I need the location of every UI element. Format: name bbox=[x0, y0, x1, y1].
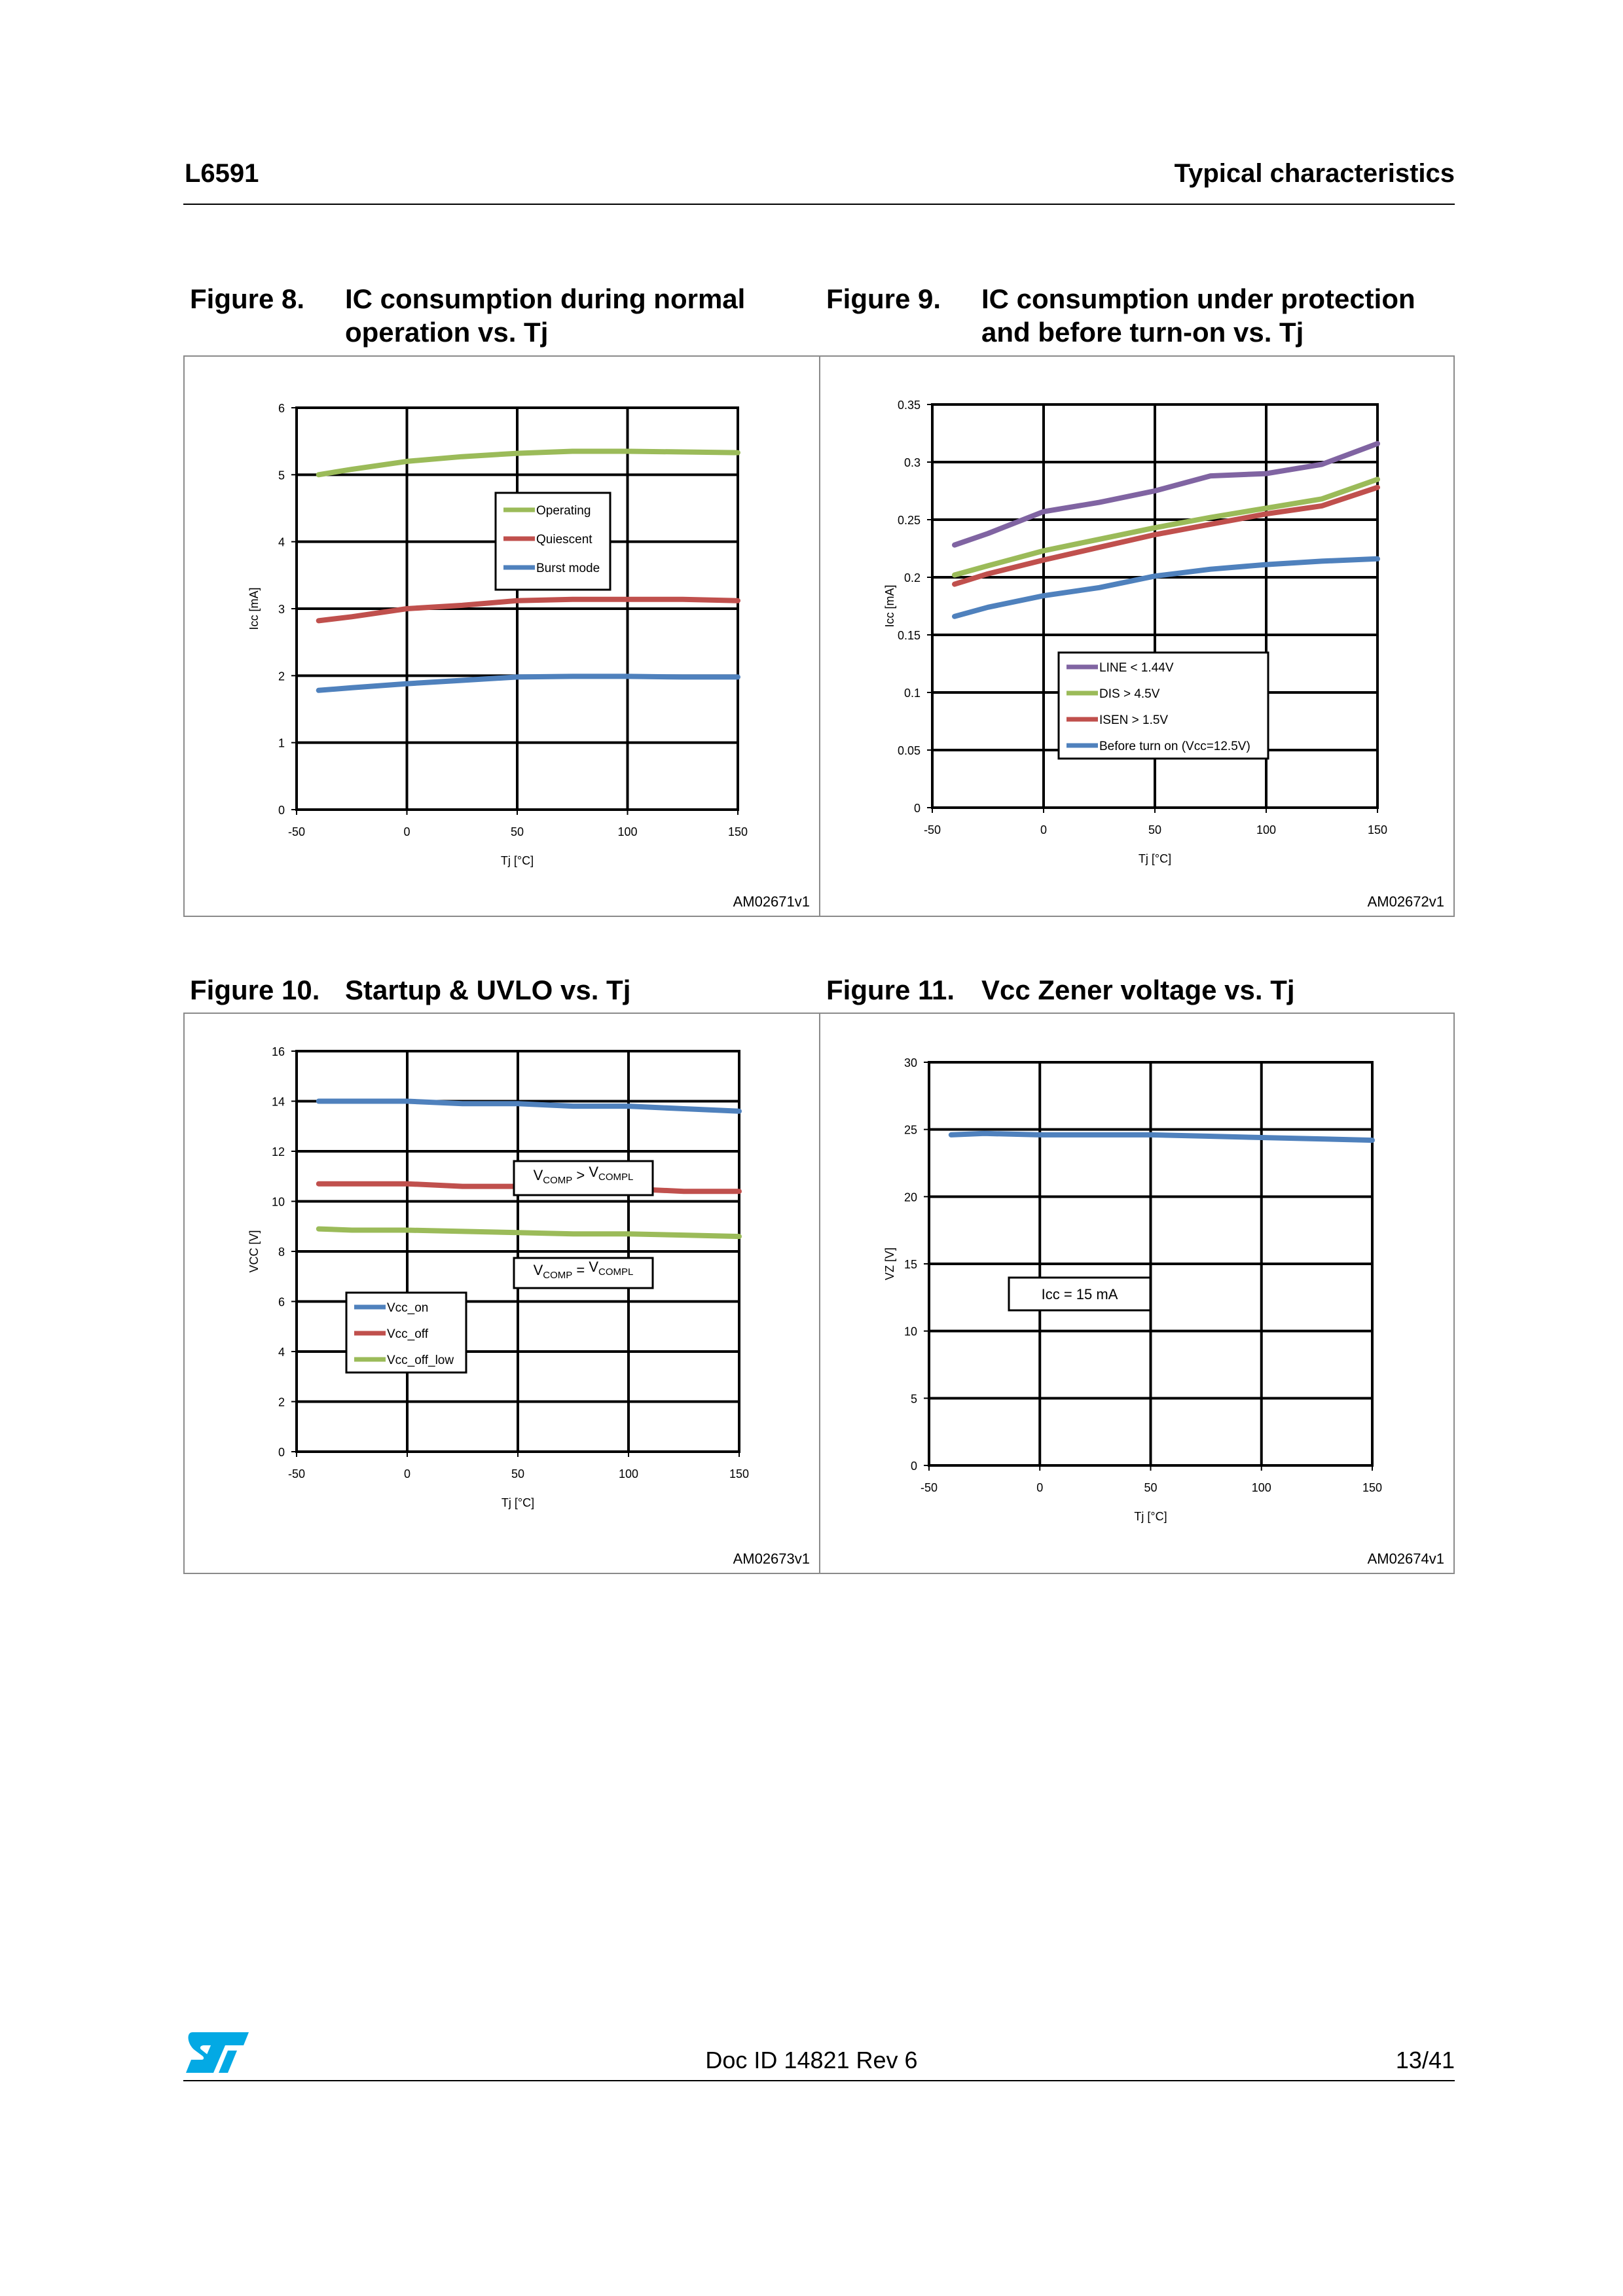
y-tick-label: 5 bbox=[278, 469, 285, 482]
legend-label: DIS > 4.5V bbox=[1099, 687, 1160, 701]
series-line bbox=[319, 600, 738, 621]
footer-doc-id: Doc ID 14821 Rev 6 bbox=[705, 2047, 918, 2073]
y-tick-label: 3 bbox=[278, 603, 285, 616]
y-tick-label: 0 bbox=[278, 804, 285, 817]
x-tick-label: 100 bbox=[618, 1467, 639, 1480]
y-tick-label: 5 bbox=[910, 1392, 917, 1406]
y-axis-label: VZ [V] bbox=[883, 1247, 896, 1281]
figure-panel-10 bbox=[183, 1013, 820, 1574]
figure-number: Figure 9. bbox=[826, 283, 941, 314]
figure-code: AM02673v1 bbox=[733, 1551, 810, 1567]
y-tick-label: 2 bbox=[278, 1395, 285, 1409]
footer-page-number: 13/41 bbox=[1395, 2047, 1455, 2073]
series-line bbox=[319, 1229, 739, 1237]
series-line bbox=[319, 1102, 739, 1111]
annotation-text: $V_{COMP} > V_{COMPL}$ bbox=[533, 1164, 634, 1186]
figure-code: AM02674v1 bbox=[1367, 1551, 1444, 1567]
y-tick-label: 0.15 bbox=[897, 629, 921, 642]
y-axis-label: Icc [mA] bbox=[247, 587, 261, 630]
y-tick-label: 12 bbox=[271, 1145, 285, 1158]
y-tick-label: 0 bbox=[913, 802, 921, 815]
series-line bbox=[951, 1134, 1372, 1140]
x-tick-label: 150 bbox=[1367, 823, 1388, 836]
x-tick-label: 150 bbox=[729, 1467, 750, 1480]
y-tick-label: 8 bbox=[278, 1246, 285, 1259]
legend-label: ISEN > 1.5V bbox=[1099, 713, 1169, 727]
y-tick-label: 0 bbox=[278, 1446, 285, 1459]
y-tick-label: 4 bbox=[278, 535, 285, 549]
x-tick-label: -50 bbox=[287, 825, 306, 838]
chart-icc-protection bbox=[820, 357, 1453, 916]
x-tick-label: -50 bbox=[923, 823, 941, 836]
y-tick-label: 2 bbox=[278, 670, 285, 683]
series-line bbox=[319, 676, 738, 690]
figure-code: AM02671v1 bbox=[733, 893, 810, 910]
y-tick-label: 10 bbox=[271, 1195, 285, 1209]
y-axis-label: VCC [V] bbox=[247, 1230, 261, 1273]
series-line bbox=[319, 452, 738, 475]
figure-number: Figure 10. bbox=[190, 975, 320, 1005]
x-tick-label: -50 bbox=[920, 1481, 938, 1494]
header-product: L6591 bbox=[185, 159, 259, 188]
y-tick-label: 0.05 bbox=[897, 744, 921, 757]
x-tick-label: 100 bbox=[1251, 1481, 1271, 1494]
annotation-text: $V_{COMP} = V_{COMPL}$ bbox=[533, 1259, 634, 1281]
y-tick-label: 14 bbox=[271, 1095, 285, 1109]
y-tick-label: 10 bbox=[903, 1325, 917, 1338]
figure-code: AM02672v1 bbox=[1367, 893, 1444, 910]
y-tick-label: 25 bbox=[903, 1123, 917, 1137]
y-tick-label: 0.25 bbox=[897, 514, 921, 527]
figure-panel-9 bbox=[819, 355, 1455, 917]
legend-label: Operating bbox=[536, 504, 591, 518]
y-tick-label: 1 bbox=[278, 736, 285, 750]
header-section: Typical characteristics bbox=[1174, 159, 1455, 188]
legend-label: Before turn on (Vcc=12.5V) bbox=[1099, 740, 1250, 753]
figure-panel-11 bbox=[819, 1013, 1455, 1574]
x-axis-label: Tj [°C] bbox=[1134, 1510, 1167, 1523]
x-tick-label: 0 bbox=[403, 825, 410, 838]
legend-label: Quiescent bbox=[536, 533, 593, 547]
x-tick-label: 50 bbox=[511, 1467, 525, 1480]
footer-rule bbox=[183, 2080, 1455, 2081]
y-tick-label: 15 bbox=[903, 1258, 917, 1271]
figure-title: IC consumption during normal operation vs. Tj bbox=[345, 283, 746, 348]
x-axis-label: Tj [°C] bbox=[501, 1496, 535, 1509]
y-tick-label: 0.3 bbox=[903, 456, 921, 469]
x-tick-label: 0 bbox=[1036, 1481, 1044, 1494]
y-tick-label: 0.2 bbox=[903, 571, 921, 584]
x-tick-label: 50 bbox=[1148, 823, 1162, 836]
x-tick-label: 100 bbox=[1256, 823, 1277, 836]
x-tick-label: 100 bbox=[617, 825, 638, 838]
chart-startup-uvlo bbox=[185, 1014, 819, 1573]
y-tick-label: 6 bbox=[278, 1295, 285, 1309]
figure-number: Figure 8. bbox=[190, 283, 305, 314]
figure-title: Startup & UVLO vs. Tj bbox=[345, 975, 631, 1005]
y-tick-label: 20 bbox=[903, 1191, 917, 1204]
y-tick-label: 0.1 bbox=[903, 687, 921, 700]
x-tick-label: 50 bbox=[1144, 1481, 1158, 1494]
y-tick-label: 6 bbox=[278, 402, 285, 415]
figure-number: Figure 11. bbox=[826, 975, 955, 1005]
series-line bbox=[955, 444, 1377, 545]
legend-label: Vcc_off bbox=[387, 1327, 429, 1341]
chart-vcc-zener bbox=[820, 1014, 1453, 1573]
legend-label: LINE < 1.44V bbox=[1099, 661, 1174, 675]
y-axis-label: Icc [mA] bbox=[883, 584, 896, 628]
x-axis-label: Tj [°C] bbox=[500, 854, 534, 867]
x-tick-label: -50 bbox=[287, 1467, 306, 1480]
x-tick-label: 150 bbox=[727, 825, 748, 838]
x-tick-label: 0 bbox=[1040, 823, 1048, 836]
y-tick-label: 0.35 bbox=[897, 399, 921, 412]
header-rule bbox=[183, 204, 1455, 205]
x-tick-label: 0 bbox=[403, 1467, 411, 1480]
legend-label: Vcc_on bbox=[387, 1301, 429, 1315]
y-tick-label: 30 bbox=[903, 1056, 917, 1069]
x-tick-label: 50 bbox=[510, 825, 524, 838]
legend-label: Vcc_off_low bbox=[387, 1354, 454, 1367]
figure-title: IC consumption under protection and before turn-on vs. Tj bbox=[981, 283, 1415, 348]
y-tick-label: 4 bbox=[278, 1346, 285, 1359]
annotation-text: Icc = 15 mA bbox=[1041, 1286, 1118, 1302]
legend-label: Burst mode bbox=[536, 562, 600, 575]
figure-title: Vcc Zener voltage vs. Tj bbox=[981, 975, 1295, 1005]
y-tick-label: 16 bbox=[271, 1045, 285, 1058]
x-axis-label: Tj [°C] bbox=[1138, 852, 1172, 865]
x-tick-label: 150 bbox=[1362, 1481, 1383, 1494]
figure-panel-8 bbox=[183, 355, 820, 917]
y-tick-label: 0 bbox=[910, 1460, 917, 1473]
chart-icc-normal bbox=[185, 357, 819, 916]
